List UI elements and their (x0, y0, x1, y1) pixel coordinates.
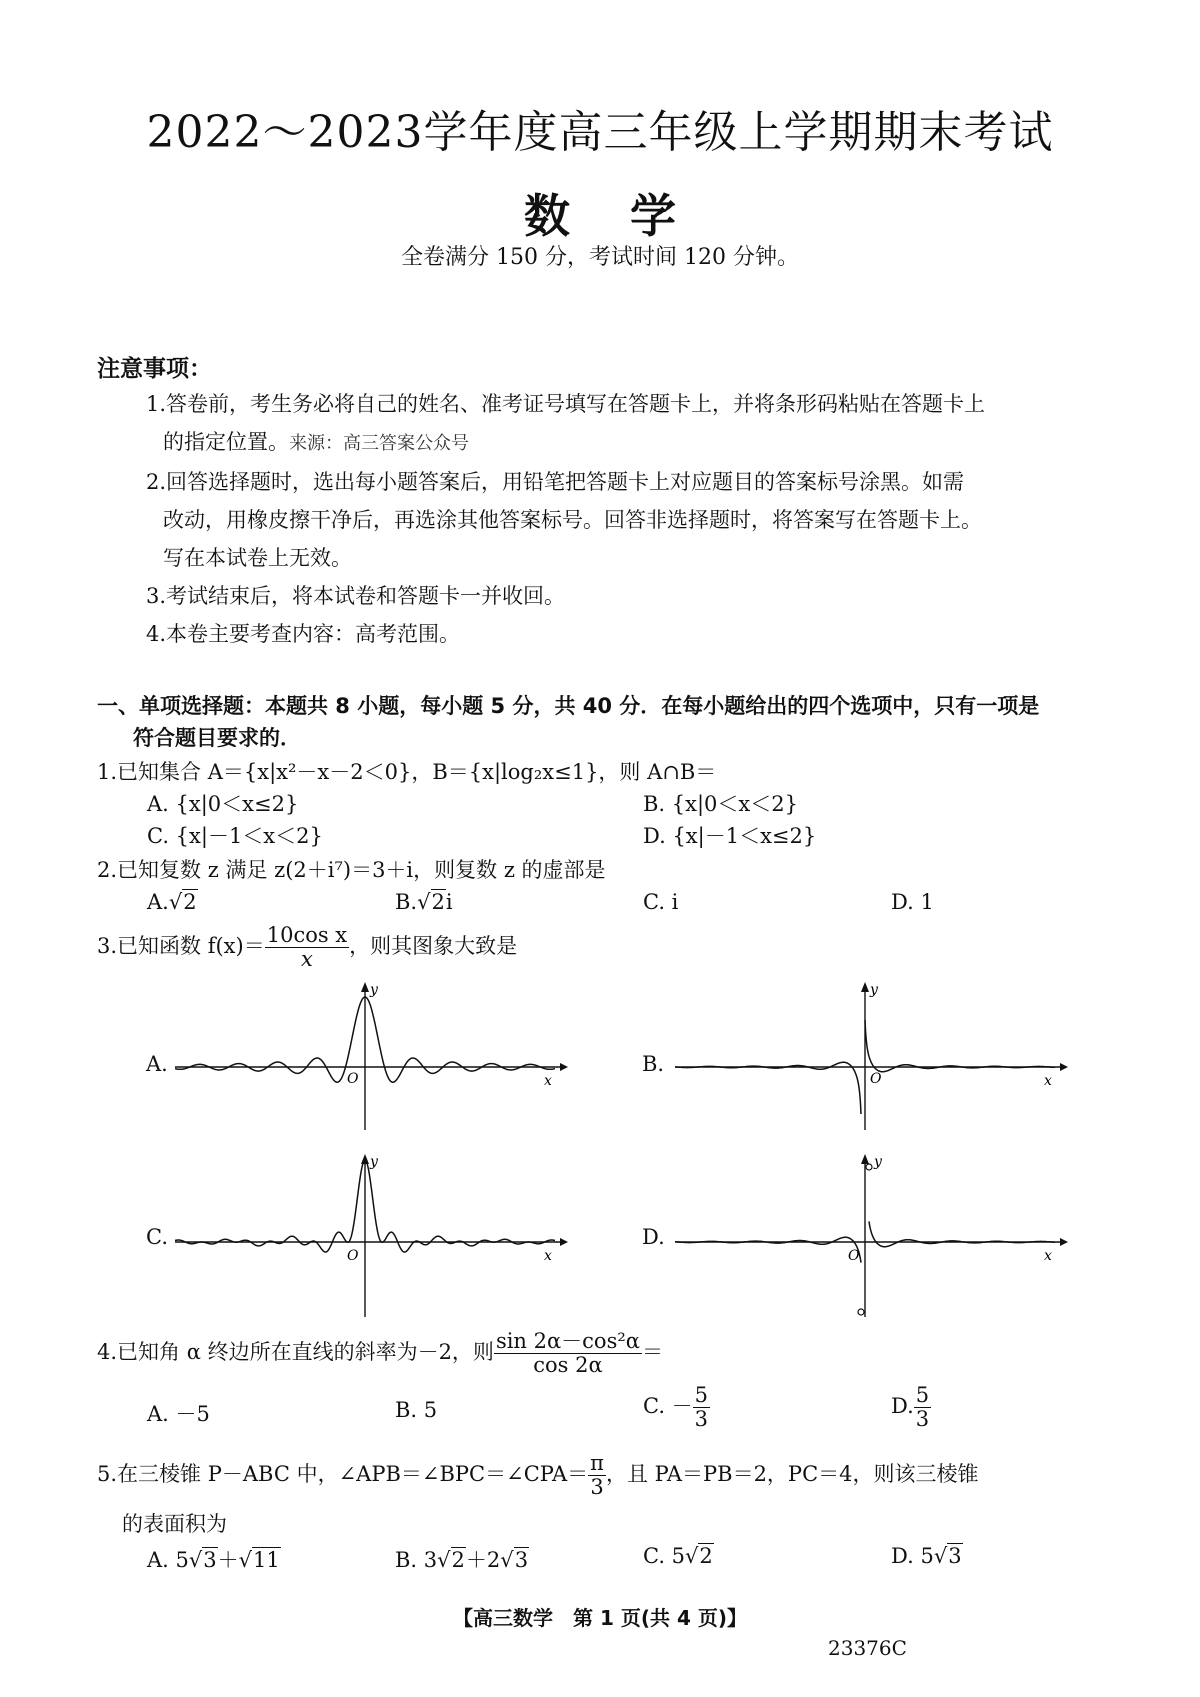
q3-graph-label-c: C. (146, 1225, 168, 1249)
q5-b-rad2: 3 (514, 1548, 529, 1572)
notice-heading: 注意事项： (97, 356, 212, 382)
q2-b-suffix: i (445, 890, 453, 914)
y-label: y (370, 982, 378, 998)
q3-num: 10cos x (266, 923, 348, 947)
q4-num: sin 2α－cos²α (495, 1329, 640, 1353)
q5-suffix: ，且 PA＝PB＝2，PC＝4，则该三棱锥 (605, 1462, 979, 1487)
q5-a-prefix: A. 5 (147, 1548, 189, 1572)
q5-d-rad1: 3 (948, 1544, 962, 1568)
section-heading-cont: 符合题目要求的． (133, 726, 301, 750)
q5-b-mid: ＋2 (465, 1548, 501, 1572)
notice-item-1: 1.答卷前，考生务必将自己的姓名、准考证号填写在答题卡上，并将条形码粘贴在答题卡上 (146, 392, 986, 416)
q5-a-rad2: 11 (253, 1548, 280, 1572)
q3-graph-label-d: D. (642, 1225, 665, 1249)
origin-label: O (347, 1071, 359, 1087)
y-label: y (870, 982, 878, 998)
q5-c-prefix: C. 5 (643, 1544, 686, 1568)
q3-den: x (301, 947, 313, 972)
y-label: y (370, 1154, 378, 1170)
y-arrow-icon (861, 1154, 869, 1164)
q2-option-d: D. 1 (891, 890, 934, 914)
x-arrow-icon (560, 1063, 568, 1071)
x-arrow-icon (1060, 1238, 1068, 1246)
q2-a-rad: 2 (183, 890, 197, 914)
exam-code: 23376C (828, 1636, 907, 1660)
notice-item-1b (163, 426, 469, 456)
q5-b-rad1: 2 (451, 1548, 465, 1572)
exam-title: 2022～2023学年度高三年级上学期期末考试 (146, 107, 1054, 158)
q5-a-mid: ＋ (217, 1548, 239, 1572)
q2-stem: 2.已知复数 z 满足 z(2＋i⁷)＝3＋i，则复数 z 的虚部是 (97, 858, 606, 882)
q5-fraction (588, 1452, 606, 1499)
q1-stem: 1.已知集合 A＝{x|x²－x－2＜0}，B＝{x|log₂x≤1}，则 A∩B＝ (97, 760, 717, 784)
q5-option-d: D. 5√3 (891, 1544, 962, 1568)
q4-fraction (494, 1330, 642, 1377)
q4-d-prefix: D. (891, 1394, 914, 1419)
q4-d-fraction (914, 1384, 931, 1431)
origin-label: O (848, 1248, 860, 1264)
open-point-top (866, 1164, 872, 1170)
q1-option-b: B. {x|0＜x＜2} (643, 792, 798, 816)
q4-option-c (643, 1384, 710, 1431)
q3-fraction (265, 924, 349, 971)
source-note: 来源：高三答案公众号 (289, 433, 469, 454)
x-arrow-icon (560, 1238, 568, 1246)
notice-item-2c: 写在本试卷上无效。 (163, 546, 352, 570)
q5-option-a: A. 5√3＋√11 (147, 1548, 280, 1572)
notice-item-4: 4.本卷主要考查内容：高考范围。 (146, 622, 461, 646)
q5-stem-cont: 的表面积为 (122, 1512, 227, 1536)
q2-option-a: A.√2 (147, 890, 197, 914)
q4-den: cos 2α (533, 1353, 603, 1378)
q3-graph-c (170, 1152, 570, 1317)
q1-option-c: C. {x|－1＜x＜2} (147, 824, 323, 848)
q4-suffix: ＝ (641, 1340, 663, 1365)
notice-item-3: 3.考试结束后，将本试卷和答题卡一并收回。 (146, 584, 566, 608)
y-label: y (874, 1154, 882, 1170)
y-arrow-icon (361, 982, 369, 992)
q4-stem (97, 1330, 663, 1377)
x-arrow-icon (1060, 1063, 1068, 1071)
q5-d-prefix: D. 5 (891, 1544, 934, 1568)
origin-label: O (347, 1248, 359, 1264)
q4-c-den: 3 (694, 1407, 709, 1432)
q2-option-c: C. i (643, 890, 679, 914)
q2-b-rad: 2 (431, 890, 445, 914)
q5-prefix: 5.在三棱锥 P－ABC 中，∠APB＝∠BPC＝∠CPA＝ (97, 1462, 589, 1487)
x-label: x (544, 1248, 552, 1264)
q5-den: 3 (590, 1475, 604, 1500)
subject-title: 数学 (524, 189, 736, 243)
q5-option-c: C. 5√2 (643, 1544, 713, 1568)
q5-b-prefix: B. 3 (395, 1548, 438, 1572)
q3-graph-d (670, 1152, 1070, 1317)
x-label: x (544, 1073, 552, 1089)
q4-option-b: B. 5 (395, 1398, 438, 1422)
q2-a-prefix: A. (147, 890, 169, 914)
q5-stem (97, 1452, 979, 1499)
q4-d-num: 5 (915, 1383, 930, 1407)
q3-graph-label-b: B. (642, 1052, 665, 1076)
q4-option-a: A. －5 (147, 1402, 210, 1426)
page-footer: 【高三数学 第 1 页(共 4 页)】 (453, 1606, 747, 1630)
y-arrow-icon (861, 982, 869, 992)
q2-option-b: B.√2i (395, 890, 453, 914)
q5-option-b: B. 3√2＋2√3 (395, 1548, 529, 1572)
q2-b-prefix: B. (395, 890, 418, 914)
score-line: 全卷满分 150 分，考试时间 120 分钟。 (401, 245, 799, 270)
y-arrow-icon (361, 1154, 369, 1164)
q3-graph-a (170, 980, 570, 1130)
q5-num: π (590, 1451, 604, 1475)
notice-item-2b: 改动，用橡皮擦干净后，再选涂其他答案标号。回答非选择题时，将答案写在答题卡上。 (163, 508, 982, 532)
x-label: x (1044, 1248, 1052, 1264)
q4-option-d (891, 1384, 931, 1431)
origin-label: O (870, 1071, 882, 1087)
q5-c-rad1: 2 (699, 1544, 713, 1568)
notice-item-2: 2.回答选择题时，选出每小题答案后，用铅笔把答题卡上对应题目的答案标号涂黑。如需 (146, 470, 965, 494)
q4-prefix: 4.已知角 α 终边所在直线的斜率为－2，则 (97, 1340, 494, 1365)
q3-suffix: ，则其图象大致是 (349, 934, 518, 959)
q5-a-rad1: 3 (203, 1548, 217, 1572)
q1-option-d: D. {x|－1＜x≤2} (643, 824, 817, 848)
section-heading: 一、单项选择题：本题共 8 小题，每小题 5 分，共 40 分．在每小题给出的四个选项中，只有一项是 (97, 694, 1040, 718)
q3-stem (97, 924, 517, 971)
q3-prefix: 3.已知函数 f(x)＝ (97, 934, 265, 959)
notice-item-1-cont: 的指定位置。 (163, 430, 289, 454)
q4-c-num: 5 (694, 1383, 709, 1407)
x-label: x (1044, 1073, 1052, 1089)
q3-graph-label-a: A. (146, 1052, 168, 1076)
q1-option-a: A. {x|0＜x≤2} (147, 792, 299, 816)
q4-c-prefix: C. － (643, 1394, 693, 1419)
q4-d-den: 3 (915, 1407, 930, 1432)
open-point-bottom (858, 1309, 864, 1315)
q4-c-fraction (693, 1384, 710, 1431)
q3-graph-b (670, 980, 1070, 1130)
